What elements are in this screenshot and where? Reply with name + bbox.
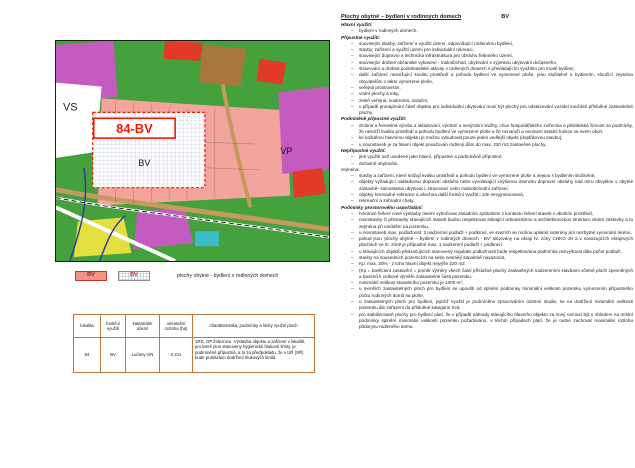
regulation-item-text: veřejná prostranství, bbox=[359, 84, 401, 90]
regulation-item-text: rekreační a zahradní chaty. bbox=[359, 198, 415, 204]
zone-magenta-right bbox=[278, 87, 329, 174]
bullet-dash: – bbox=[351, 97, 354, 103]
regulation-item-text: stavby a zařízení, které snižují kvalitu prostředí a pohodu bydlení ve vymezené ploše a nejsou s bydlením slučitelné, bbox=[359, 173, 596, 179]
table-header-cell: katastrální území bbox=[126, 315, 160, 338]
bullet-dash: – bbox=[351, 210, 354, 216]
title-row bbox=[341, 14, 633, 21]
table-header-cell: orientační rozloha (ha) bbox=[160, 315, 193, 338]
zone-cyan-bottom bbox=[195, 231, 219, 246]
bullet-dash: – bbox=[351, 59, 354, 65]
zone-red-topright bbox=[257, 59, 287, 85]
bullet-dash: – bbox=[351, 173, 354, 179]
regulation-item-text: objekty vyžadující nákladovou dopravní obsluhu nebo vyvolávající zvýšenou intenzitu dopravní obsluhy nad míru obvyklou v obytné zástavbě- samostatná ubytovací, stravovací nebo maloobchodní zařízení, bbox=[359, 179, 633, 191]
table-cell: Lučany n/N bbox=[126, 338, 160, 373]
bullet-dash: – bbox=[351, 154, 354, 160]
regulation-item-text: u novostaveb je za hlavní objekt považován rodinný dům do max. 220 m2 zastavěné plochy. bbox=[359, 141, 547, 147]
bullet-dash: – bbox=[351, 229, 354, 235]
section-heading: Podmínky prostorového uspořádání: bbox=[341, 204, 424, 210]
table-cell: 1RD, OP železnice. Výstavba objektu a zařízení v lokalitě, pro které jsou stanoveny hygienické hlukové limity, je podmíněně přípustná, a to za předpokladu, že v ÚŘ (SŘ) bude prokázáno dodržení hlukových limitů. bbox=[193, 338, 315, 373]
bullet-dash: – bbox=[351, 135, 354, 141]
map-label-vp: VP bbox=[280, 145, 293, 156]
section-note: zejména: bbox=[341, 166, 360, 172]
table-header-cell: charakteristika, podmínky a limity využití ploch bbox=[193, 315, 315, 338]
regulation-item bbox=[341, 72, 633, 85]
regulation-item-text: minimální velikost stavebního pozemku je 1000 m², bbox=[359, 280, 464, 286]
regulation-item-text: v případě pronajímání částí objektu pro individuální ubytování musí být plochy pro odstavování vozidel součástí příslušné zastavitelné plochy. bbox=[359, 103, 633, 116]
bullet-dash: – bbox=[351, 311, 354, 317]
bullet-dash: – bbox=[351, 40, 354, 46]
regulation-item-text: související stavby, zařízení a využití území, odpovídající rodinnému bydlení, bbox=[359, 40, 514, 46]
regulation-item-text: stavby, zařízení a využití území pro individuální rekreaci, bbox=[359, 47, 474, 53]
bullet-dash: – bbox=[351, 280, 354, 286]
section-heading: Přípustné využití: bbox=[341, 34, 381, 40]
regulation-item-text: vodní plochy a toky, bbox=[359, 91, 400, 97]
bullet-dash: – bbox=[351, 217, 354, 223]
regulations-panel bbox=[341, 14, 633, 331]
regulation-item bbox=[341, 198, 633, 204]
section-heading: Nepřípustné využití: bbox=[341, 147, 386, 153]
regulation-item bbox=[341, 123, 633, 136]
regulation-item-text: související dopravní a technická infrastruktura pro obsluhu řešeného území, bbox=[359, 53, 513, 59]
bullet-dash: – bbox=[351, 267, 354, 273]
regulations-sections bbox=[341, 22, 633, 331]
table-header-row bbox=[74, 315, 315, 338]
regulation-item bbox=[341, 104, 633, 117]
bullet-dash: – bbox=[351, 47, 354, 53]
regulation-item-text: související drobné občanské vybavení - maloobchod, ubytování s výjimkou ubytování dočasného, bbox=[359, 59, 558, 65]
map-label-vs: VS bbox=[62, 101, 78, 114]
regulation-item bbox=[341, 236, 633, 249]
bullet-dash: – bbox=[351, 84, 354, 90]
legend-solid-swatch bbox=[75, 271, 107, 281]
regulation-item-text: u zastavitelných ploch pro bydlení, jejichž využití je podmíněno zpracováním územní studie, se na dodržení minimální velikosti pozemku dle zařazení do příslušné kategorie trvá, bbox=[359, 299, 633, 311]
zone-84bv-label: 84-BV bbox=[116, 121, 153, 137]
regulation-item bbox=[341, 268, 633, 281]
locality-table bbox=[73, 314, 315, 373]
bullet-dash: – bbox=[351, 254, 354, 260]
table-header-cell: funkční využití bbox=[101, 315, 126, 338]
table-data-row bbox=[74, 338, 315, 373]
zone-brown-top bbox=[199, 45, 247, 87]
table-cell: BV bbox=[101, 338, 126, 373]
regulation-item-text: bydlení v rodinných domech. bbox=[359, 28, 418, 34]
bullet-dash: – bbox=[351, 286, 354, 292]
regulation-item-text: dočasné ubytování. bbox=[359, 160, 399, 166]
table-cell: 0,211 bbox=[160, 338, 193, 373]
regulation-item-text: (Kp = koeficient zastavění = poměr výměry všech částí příslušné plochy zastavěných nadzemními stavbami včetně ploch zpevněných a bazénů k celkové výměře zastavitelné části pozemku. bbox=[359, 267, 633, 279]
zone-red-bottomright bbox=[292, 168, 326, 198]
regulation-item-text: stavby na sousedních pozemcích na sebe nesmějí stavebně navazovat, bbox=[359, 254, 506, 260]
bullet-dash: – bbox=[351, 236, 354, 242]
legend bbox=[75, 270, 278, 281]
legend-hatch-swatch-label: BV bbox=[130, 271, 138, 278]
regulation-item bbox=[341, 299, 633, 312]
map-label-bv: BV bbox=[138, 157, 151, 168]
regulation-item bbox=[341, 28, 633, 34]
regulation-item-text: novostavby či přestavby stávajících staveb budou respektovat stávající urbanistickou a architektonickou strukturu okolní zástavby a to zejména při umístění na pozemku, bbox=[359, 217, 633, 229]
bullet-dash: – bbox=[351, 72, 354, 78]
zoning-map bbox=[55, 40, 330, 262]
bullet-dash: – bbox=[351, 248, 354, 254]
zone-red-top bbox=[163, 41, 203, 61]
regulation-item-text: u novostaveb max. podlažnost: 2 nadzemní podlaží + podkroví, ve svazích se mohou uplatnit suterény pro nezbytné vyrovnání terénu, bbox=[359, 229, 632, 235]
bullet-dash: – bbox=[351, 198, 354, 204]
regulation-item-text: objekty hromadné rekreace a všechna další funkční využití i zde nevyjmenovaná, bbox=[359, 192, 524, 198]
regulation-item bbox=[341, 142, 633, 148]
regulation-item-text: další zařízení nesnižující kvalitu prostředí a pohodu bydlení ve vymezené ploše, jsou slučitelné s bydlením, sloužící zejména obyvatelům v takto vymezené ploše, bbox=[359, 72, 633, 84]
regulation-item bbox=[341, 179, 633, 192]
regulation-item-text: pokud jsou 'plochy obytné – bydlení v rodinných domech - BV' situovány na okraji IV. zóny CHKO JH a v navazujících okrajových plochách ve III. zóně je přípustné max. 1 nadzemní podlaží + podkroví, bbox=[359, 236, 633, 248]
regulation-item-text: Kp: max. 20% - z toho hlavní objekt nejvýše 220 m2. bbox=[359, 261, 466, 267]
page-title: Plochy obytné – bydlení v rodinných domech bbox=[341, 14, 462, 20]
bullet-dash: – bbox=[351, 179, 354, 185]
regulation-item bbox=[341, 217, 633, 230]
zone-code: BV bbox=[501, 14, 510, 20]
bullet-dash: – bbox=[351, 122, 354, 128]
regulation-item-text: jiné využití než uvedené jako hlavní, přípustné a podmíněně přípustné. bbox=[359, 154, 503, 160]
section-heading: Podmíněně přípustné využití: bbox=[341, 116, 407, 122]
legend-text: plochy obytné - bydlení v rodinných domech bbox=[177, 272, 279, 279]
bullet-dash: – bbox=[351, 160, 354, 166]
regulation-item bbox=[341, 286, 633, 299]
regulation-item-text: pro stabilizované plochy pro bydlení platí, že v případě náhrady stávajícího hlavního objektu za nový nemusí být s ohledem na místní podmínky splnění minimální velikosti pozemku požadováno, v těchto případech platí, že je nutné zachovat maximální rozlohu půdorysu rodinného domu. bbox=[359, 311, 633, 330]
bullet-dash: – bbox=[351, 28, 354, 34]
regulation-item bbox=[341, 312, 633, 331]
regulation-item-text: ke každému hlavnímu objektu je možno vybudovat pouze jeden vedlejší objekt (doplňkovou stavbu), bbox=[359, 135, 563, 141]
bullet-dash: – bbox=[351, 141, 354, 147]
regulation-item-text: hmotové řešení nové výstavby nesmí vybočovat zásadním způsobem z kontextu řešení staveb v okolním prostředí, bbox=[359, 210, 594, 216]
bullet-dash: – bbox=[351, 103, 354, 109]
table-cell: 84 bbox=[74, 338, 101, 373]
regulation-item-text: stravování a drobné podnikatelské aktivity v rodinných domech s převládajícím využitím pro trvalé bydlení, bbox=[359, 66, 575, 72]
zoning-map-svg bbox=[56, 41, 329, 261]
legend-solid-swatch-label: BV bbox=[87, 271, 95, 278]
table-header-cell: lokalita bbox=[74, 315, 101, 338]
regulation-item bbox=[341, 161, 633, 167]
bullet-dash: – bbox=[351, 91, 354, 97]
bullet-dash: – bbox=[351, 299, 354, 305]
bullet-dash: – bbox=[351, 261, 354, 267]
legend-hatch-swatch bbox=[118, 271, 150, 281]
regulation-item-text: zeleň veřejná, soukromá, izolační, bbox=[359, 97, 429, 103]
regulation-item-text: u menších zastavitelných ploch pro bydlení se upouští od splnění podmínky minimální velikosti pozemku vymezením přípustného počtu rodinných domů na ploše, bbox=[359, 286, 633, 298]
section-heading: Hlavní využití: bbox=[341, 22, 373, 27]
regulation-item-text: u stávajících objektů překračujících stanovený regulativ podlažnosti bude respektována podmínka nezvyšovat dále počet podlaží, bbox=[359, 248, 622, 254]
bullet-dash: – bbox=[351, 66, 354, 72]
bullet-dash: – bbox=[351, 53, 354, 59]
bullet-dash: – bbox=[351, 192, 354, 198]
regulation-item-text: drobná a řemeslná výroba a skladování, výrobní a nevýrobní služby, chov hospodářského zvířectva a pěstitelská činnost za podmínky, že nesníží kvalitu prostředí a pohodu bydlení ve vymezené ploše a že nenaruší a neomezí ostatní funkce ve svém okolí, bbox=[359, 122, 633, 135]
